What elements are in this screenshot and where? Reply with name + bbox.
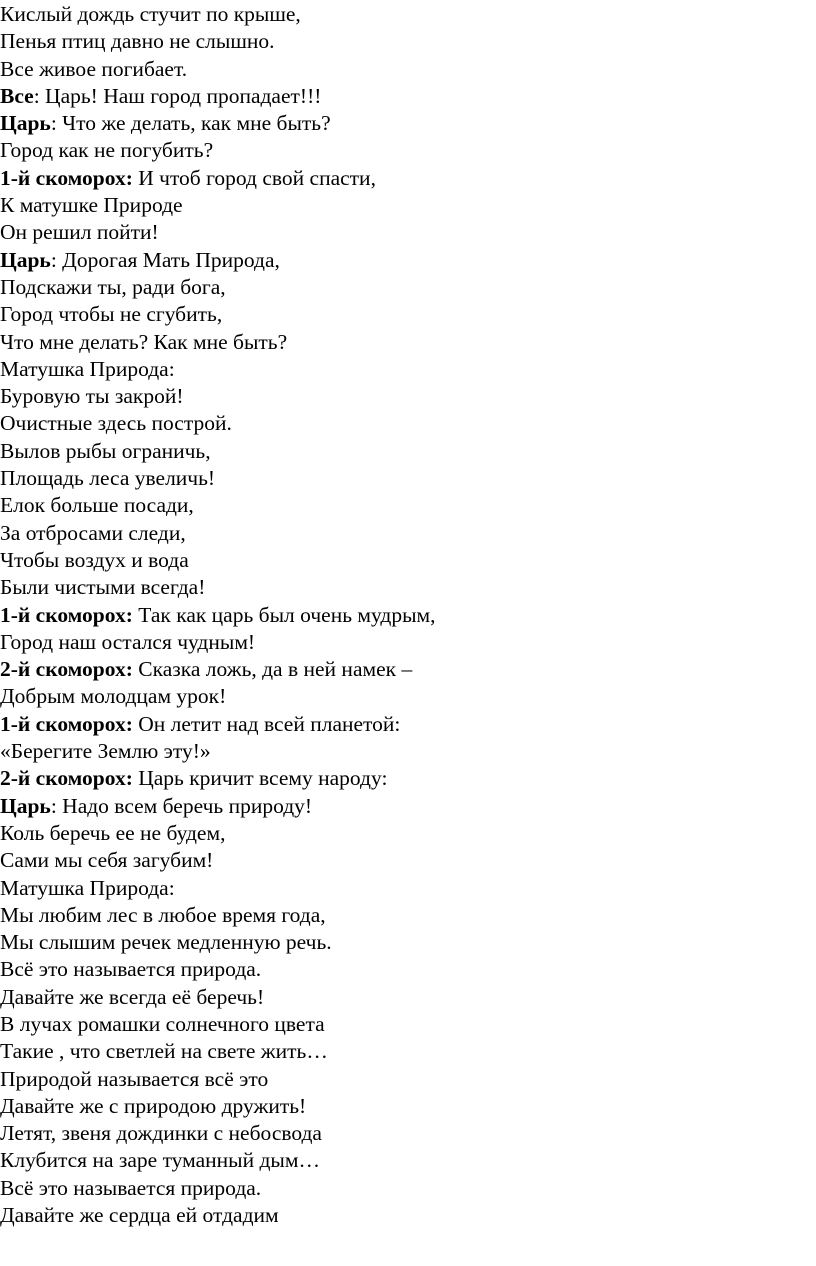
text-line [0,547,816,574]
speaker-name: 2-й скоморох: [0,766,133,791]
line-text: Он решил пойти! [0,220,159,245]
text-line [0,847,816,874]
text-line [0,301,816,328]
line-text: Площадь леса увеличь! [0,466,216,491]
text-line [0,1011,816,1038]
text-line [0,683,816,710]
text-line [0,410,816,437]
text-line [0,28,816,55]
text-line [0,1120,816,1147]
line-text: Такие , что светлей на свете жить… [0,1039,328,1064]
line-text: Клубится на заре туманный дым… [0,1148,320,1173]
text-line [0,274,816,301]
line-text: Давайте же сердца ей отдадим [0,1203,279,1228]
text-line [0,383,816,410]
line-text: Летят, звеня дождинки с небосвода [0,1121,322,1146]
text-line [0,465,816,492]
speaker-name: Царь [0,111,51,136]
text-line [0,1175,816,1202]
line-text: Добрым молодцам урок! [0,684,227,709]
line-text: В лучах ромашки солнечного цвета [0,1011,325,1036]
line-text: Природой называется всё это [0,1066,269,1091]
line-text: Город наш остался чудным! [0,629,256,654]
text-line [0,356,816,383]
line-text: Давайте же всегда её беречь! [0,984,265,1009]
text-line [0,520,816,547]
text-line [0,629,816,656]
text-line [0,602,816,629]
speaker-name: 2-й скоморох: [0,657,133,682]
line-text: «Берегите Землю эту!» [0,739,211,764]
text-line [0,574,816,601]
line-text: Все живое погибает. [0,56,188,81]
line-text: Он летит над всей планетой: [132,711,401,736]
line-text: Мы любим лес в любое время года, [0,902,326,927]
text-line [0,1202,816,1229]
line-text: Буровую ты закрой! [0,384,184,409]
line-text: Елок больше посади, [0,493,194,518]
speaker-name: 1-й скоморох: [0,711,133,736]
line-text: Матушка Природа: [0,356,175,381]
text-line [0,1093,816,1120]
line-text: Сказка ложь, да в ней намек – [132,657,413,682]
line-text: Сами мы себя загубим! [0,848,214,873]
line-text: Подскажи ты, ради бога, [0,274,226,299]
text-line [0,902,816,929]
line-text: Что мне делать? Как мне быть? [0,329,288,354]
line-text: Город как не погубить? [0,138,214,163]
text-line [0,165,816,192]
text-line [0,711,816,738]
text-line [0,793,816,820]
line-text: Царь кричит всему народу: [132,766,388,791]
text-line [0,656,816,683]
line-text: Чтобы воздух и вода [0,547,189,572]
line-text: За отбросами следи, [0,520,186,545]
line-text: Город чтобы не сгубить, [0,302,223,327]
text-line [0,875,816,902]
line-text: Кислый дождь стучит по крыше, [0,2,301,26]
text-line [0,1147,816,1174]
speaker-name: 1-й скоморох: [0,602,133,627]
text-line [0,929,816,956]
speaker-name: Царь [0,247,51,272]
line-text: Пенья птиц давно не слышно. [0,29,275,54]
line-text: Мы слышим речек медленную речь. [0,930,332,955]
line-text: : Что же делать, как мне быть? [50,111,331,136]
text-line [0,438,816,465]
speaker-name: Царь [0,793,51,818]
line-text: Всё это называется природа. [0,957,262,982]
line-text: : Дорогая Мать Природа, [50,247,280,272]
text-line [0,83,816,110]
line-text: Коль беречь ее не будем, [0,820,226,845]
text-line [0,137,816,164]
text-line [0,1066,816,1093]
text-line [0,219,816,246]
text-line [0,984,816,1011]
line-text: Так как царь был очень мудрым, [132,602,436,627]
line-text: Вылов рыбы ограничь, [0,438,211,463]
text-line [0,738,816,765]
text-line [0,492,816,519]
speaker-name: Все [0,83,34,108]
text-line [0,956,816,983]
text-line [0,247,816,274]
text-line [0,765,816,792]
line-text: Всё это называется природа. [0,1175,262,1200]
text-line [0,329,816,356]
line-text: Были чистыми всегда! [0,575,206,600]
text-line [0,820,816,847]
line-text: : Надо всем беречь природу! [50,793,313,818]
text-line [0,1,816,28]
speaker-name: 1-й скоморох: [0,165,133,190]
text-line [0,56,816,83]
line-text: И чтоб город свой спасти, [132,165,376,190]
line-text: Давайте же с природою дружить! [0,1093,307,1118]
text-line [0,192,816,219]
line-text: Матушка Природа: [0,875,175,900]
text-line [0,1038,816,1065]
line-text: К матушке Природе [0,193,183,218]
line-text: Очистные здесь построй. [0,411,232,436]
line-text: : Царь! Наш город пропадает!!! [33,83,322,108]
text-line [0,110,816,137]
